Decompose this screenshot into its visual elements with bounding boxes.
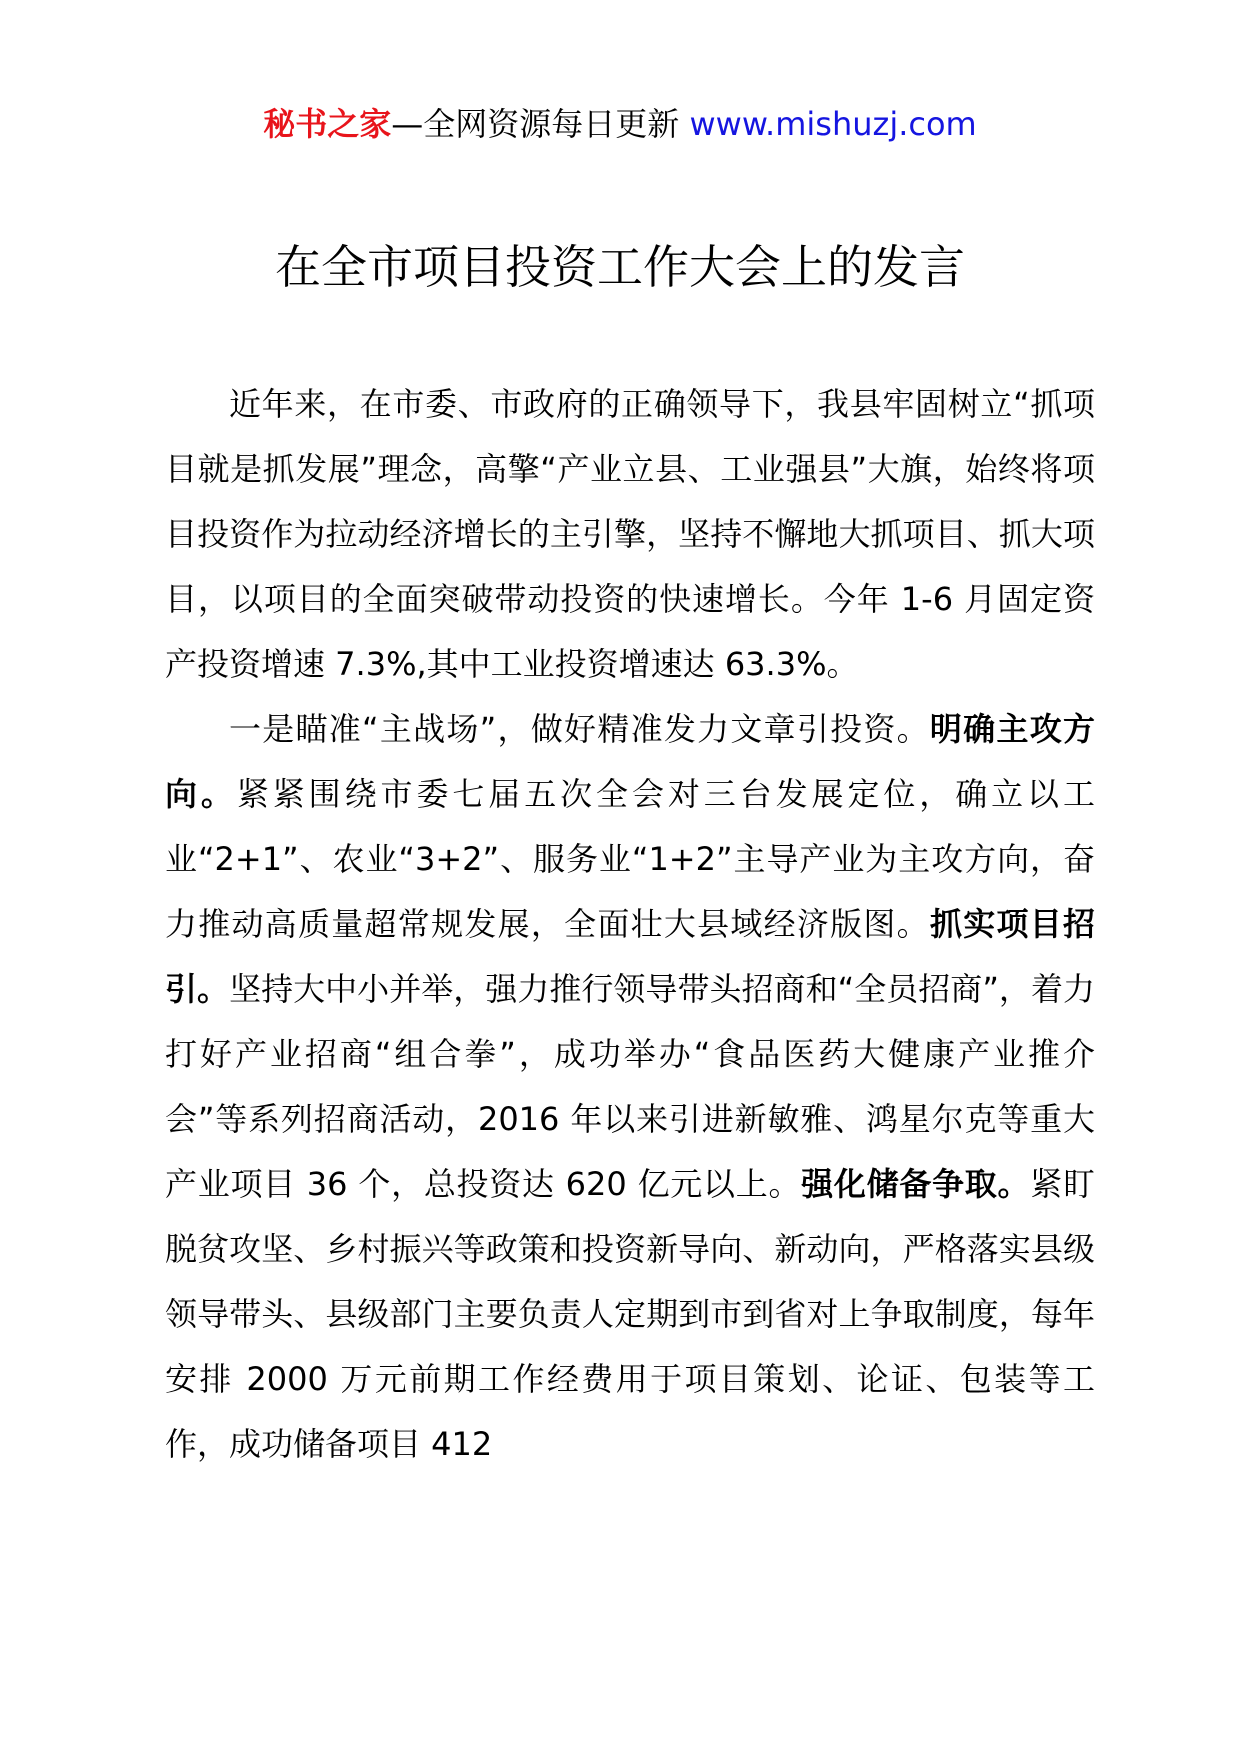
site-tagline: —全网资源每日更新 — [391, 105, 690, 143]
paragraph-intro: 近年来，在市委、市政府的正确领导下，我县牢固树立“抓项目就是抓发展”理念，高擎“产业立县、工业强县”大旗，始终将项目投资作为拉动经济增长的主引擎，坚持不懈地大抓项目、抓大项目，以项目的全面突破带动投资的快速增长。今年 1-6 月固定资产投资增速 7.3%,其中工业投资增速达 63.3%。 — [165, 385, 1095, 683]
section-lead: 一是瞄准“主战场”，做好精准发力文章引投资。 — [229, 710, 930, 748]
site-brand: 秘书之家 — [263, 105, 392, 143]
subsection-direction-text: 紧紧围绕市委七届五次全会对三台发展定位，确立以工业“2+1”、农业“3+2”、服务业“1+2”主导产业为主攻方向，奋力推动高质量超常规发展，全面壮大县域经济版图。 — [165, 775, 1095, 943]
subsection-attraction-text: 坚持大中小并举，强力推行领导带头招商和“全员招商”，着力打好产业招商“组合拳”，成功举办“食品医药大健康产业推介会”等系列招商活动，2016 年以来引进新敏雅、鸿星尔克等重大产业项目 36 个，总投资达 620 亿元以上。 — [165, 970, 1095, 1203]
document-body — [165, 372, 1095, 1477]
subsection-reserve-text: 紧盯脱贫攻坚、乡村振兴等政策和投资新导向、新动向，严格落实县级领导带头、县级部门主要负责人定期到市到省对上争取制度，每年安排 2000 万元前期工作经费用于项目策划、论证、包装等工作，成功储备项目 412 — [165, 1165, 1095, 1463]
document-title: 在全市项目投资工作大会上的发言 — [275, 240, 965, 294]
site-url-link[interactable]: www.mishuzj.com — [689, 105, 977, 143]
subheading-direction: 明确主攻方向。 — [165, 710, 1095, 813]
subheading-attraction: 抓实项目招引。 — [165, 905, 1095, 1008]
paragraph-section-1 — [165, 697, 1095, 1477]
subheading-reserve: 强化储备争取。 — [801, 1165, 1031, 1203]
site-header — [0, 100, 1240, 148]
